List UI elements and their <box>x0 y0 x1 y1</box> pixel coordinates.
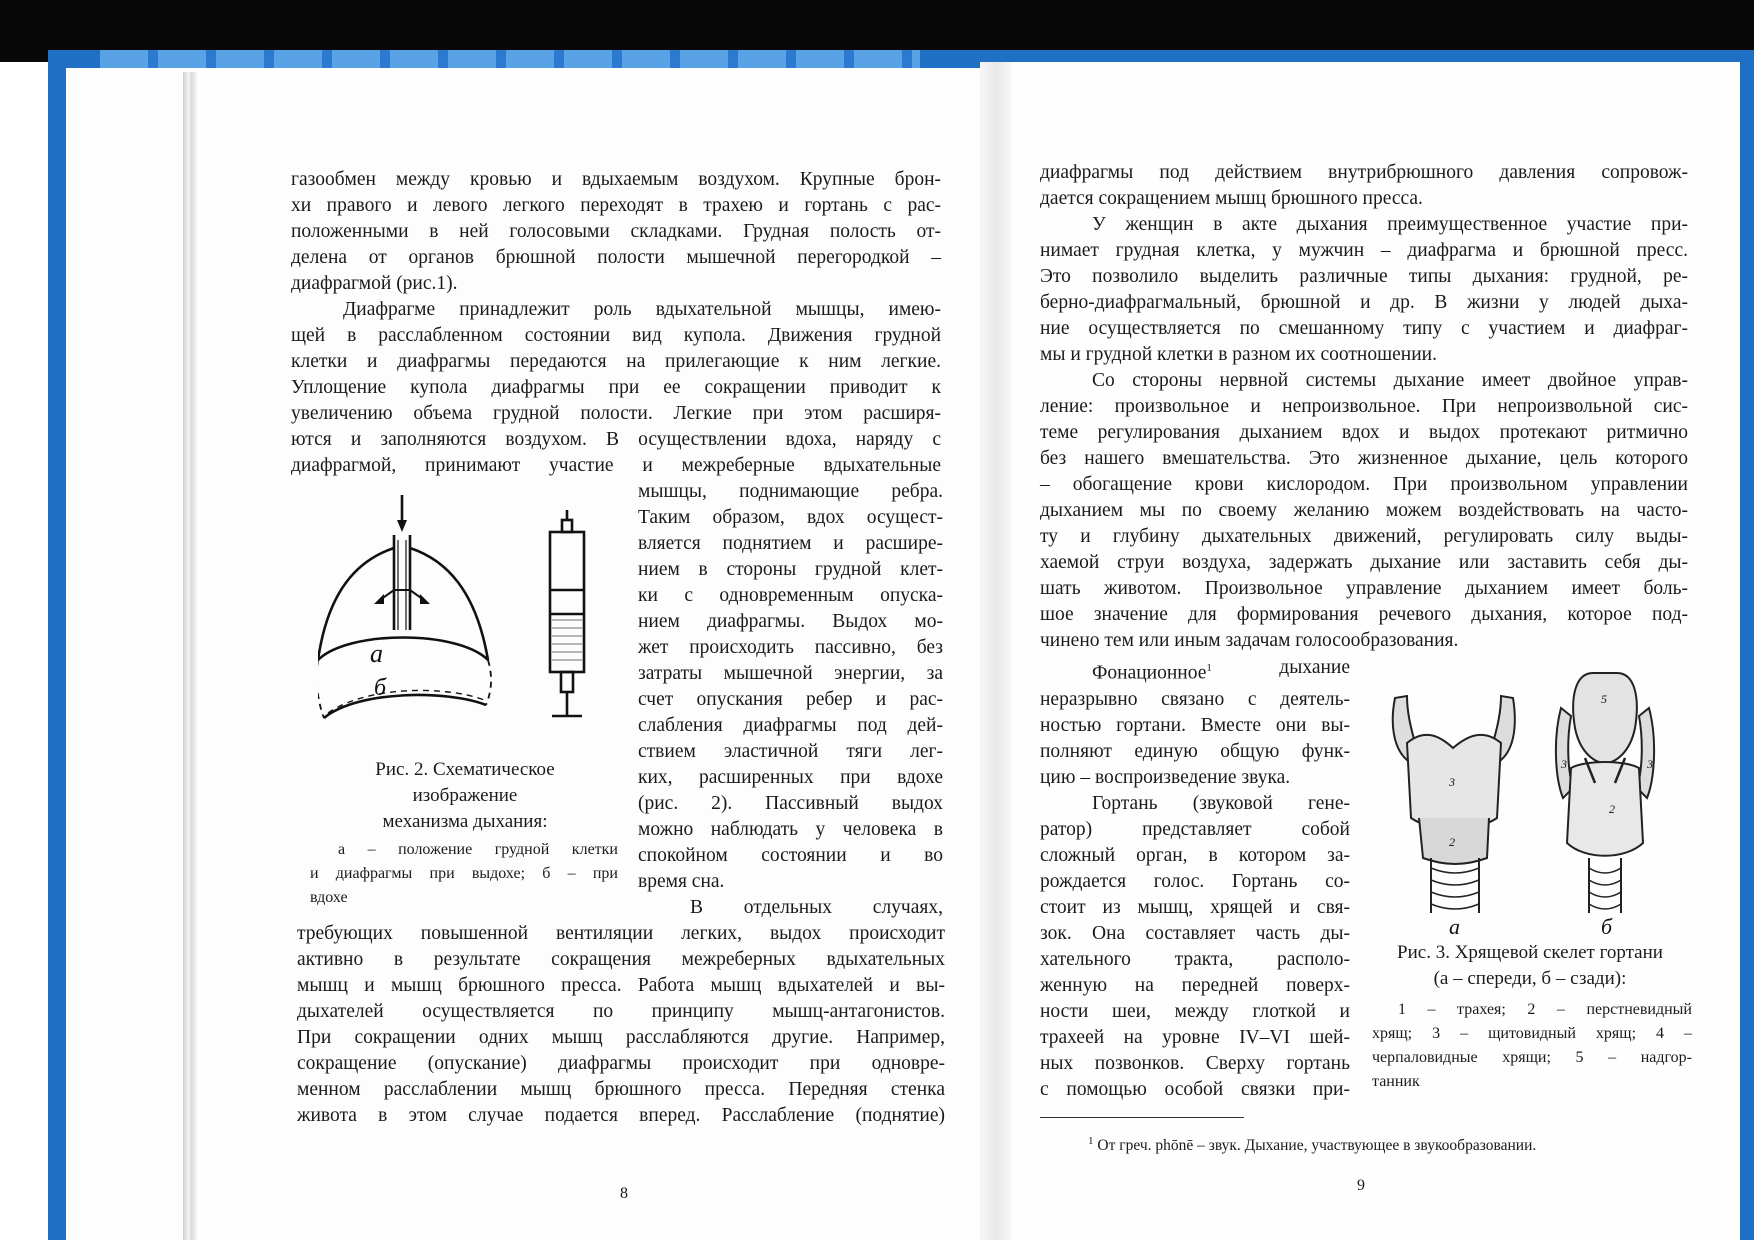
left-paragraph-1 <box>291 167 941 297</box>
text-line: активно в результате сокращения межреберных вдыхательных <box>297 949 945 970</box>
figure-3-larynx-diagram <box>1385 668 1685 938</box>
text-line: (рис. 2). Пассивный выдох <box>638 793 943 814</box>
text-line: шать животом. Произвольное управление дыханием имеет боль- <box>1040 578 1688 599</box>
text-line: нием в стороны грудной клет- <box>638 559 943 580</box>
text-line: хательного тракта, располо- <box>1040 948 1350 970</box>
text-line: можно наблюдать у человека в <box>638 819 943 840</box>
text-line: ных позвонков. Сверху гортань <box>1040 1052 1350 1074</box>
text-line: положенными в ней голосовыми складками. Грудная полость от- <box>291 221 941 242</box>
text-line: время сна. <box>638 871 725 892</box>
word-fonation: Фонационное$^1$ <box>1092 662 1212 684</box>
caption-line: а – положение грудной клетки <box>338 841 618 858</box>
text-line: с помощью особой связки при- <box>1040 1078 1350 1100</box>
figure-3-label-b: б <box>1601 914 1613 938</box>
caption-line: вдохе <box>310 889 348 906</box>
footnote-ref: 1 <box>1206 662 1212 674</box>
caption-line: механизма дыхания: <box>382 811 548 832</box>
text-line: Таким образом, вдох осущест- <box>638 507 943 528</box>
text-line: цию – воспроизведение звука. <box>1040 766 1291 788</box>
caption-line: танник <box>1372 1073 1420 1090</box>
text-line: ние осуществляется по смешанному типу с участием и диафраг- <box>1040 318 1688 339</box>
caption-line: (а – спереди, б – сзади): <box>1433 968 1627 989</box>
figure-2-breathing-diagram <box>318 490 618 735</box>
text-line: дыханием мы по своему желанию можем воздействовать на часто- <box>1040 500 1688 521</box>
text-line: – обогащение крови кислородом. При произвольном управлении <box>1040 474 1688 495</box>
text-line: требующих повышенной вентиляции легких, выдох происходит <box>297 923 945 944</box>
caption-line: 1 – трахея; 2 – перстневидный <box>1398 1001 1692 1018</box>
text-line: ются и заполняются воздухом. В осуществлении вдоха, наряду с <box>291 429 941 450</box>
text-line: сокращение (опускание) диафрагмы происходит при одновре- <box>297 1053 945 1074</box>
text-line: увеличению объема грудной полости. Легкие при этом расширя- <box>291 403 941 424</box>
svg-text:2: 2 <box>1609 802 1615 816</box>
text-line: мышц и мышц брюшного пресса. Работа мышц вдыхателей и вы- <box>297 975 945 996</box>
text-line: мышцы, поднимающие ребра. <box>638 481 943 502</box>
figure-3-legend <box>1372 998 1692 1094</box>
svg-text:3: 3 <box>1561 757 1567 771</box>
text-line <box>1040 655 1350 687</box>
figure-3-caption <box>1370 940 1690 992</box>
text-line: дается сокращением мышц брюшного пресса. <box>1040 188 1423 209</box>
text-line: жет происходить пассивно, без <box>638 637 943 658</box>
left-paragraph-2-column <box>638 479 943 921</box>
text-line: полняют единую общую функ- <box>1040 740 1350 762</box>
figure-2-legend <box>310 838 618 910</box>
svg-text:3: 3 <box>1449 775 1455 789</box>
text-line: спокойном состоянии и во <box>638 845 943 866</box>
left-paragraph-3 <box>297 921 945 1129</box>
text-line: газообмен между кровью и вдыхаемым воздухом. Крупные брон- <box>291 169 941 190</box>
text-line: счет опускания ребер и рас- <box>638 689 943 710</box>
text-line: У женщин в акте дыхания преимущественное участие при- <box>1092 214 1688 235</box>
caption-line: хрящ; 3 – щитовидный хрящ; 4 – <box>1372 1025 1692 1042</box>
right-page-number: 9 <box>1357 1177 1365 1194</box>
text-line: слабления диафрагмы под дей- <box>638 715 943 736</box>
text-line: нимает грудная клетка, у мужчин – диафрагма и брюшной пресс. <box>1040 240 1688 261</box>
figure-2-label-a: а <box>370 639 383 668</box>
figure-2-label-b: б <box>374 675 387 701</box>
book-gutter <box>980 62 1012 1240</box>
text-line: ких, расширенных при вдохе <box>638 767 943 788</box>
text-line: берно-диафрагмальный, брюшной и др. В жизни у людей дыха- <box>1040 292 1688 313</box>
text-line: ствием эластичной тяги лег- <box>638 741 943 762</box>
text-line: мы и грудной клетки в разном их соотношении. <box>1040 344 1437 365</box>
text-line: дыхателей осуществляется по принципу мышц-антагонистов. <box>297 1001 945 1022</box>
footnote-text: От греч. phōnē – звук. Дыхание, участвующее в звукообразовании. <box>1097 1137 1537 1155</box>
text-line: ки с одновременным опуска- <box>638 585 943 606</box>
text-line: стоит из мышц, хрящей и свя- <box>1040 896 1350 918</box>
page-stack-edge <box>183 72 197 1240</box>
footnote <box>1088 1130 1688 1157</box>
text-line: нием диафрагмы. Выдох мо- <box>638 611 943 632</box>
footnote-mark: 1 <box>1088 1135 1094 1147</box>
text-line: зок. Она составляет часть ды- <box>1040 922 1350 944</box>
text-line: женную на передней поверх- <box>1040 974 1350 996</box>
right-paragraphs <box>1040 160 1688 654</box>
text-line: Со стороны нервной системы дыхание имеет двойное управ- <box>1092 370 1688 391</box>
text-line: без нашего вмешательства. Это жизненное дыхание, цель которого <box>1040 448 1688 469</box>
text-line: теме регулирования дыханием вдох и выдох протекают ритмично <box>1040 422 1688 443</box>
text-line: При сокращении одних мышц расслабляются другие. Например, <box>297 1027 945 1048</box>
text-line: Это позволило выделить различные типы дыхания: грудной, ре- <box>1040 266 1688 287</box>
text-line: ту и глубину дыхательных движений, регулировать силу выды- <box>1040 526 1688 547</box>
footnote-separator <box>1040 1117 1244 1118</box>
text-line: хи правого и левого легкого переходят в трахею и гортань с рас- <box>291 195 941 216</box>
figure-2-caption <box>330 757 600 835</box>
caption-line: и диафрагмы при выдохе; б – при <box>310 865 618 882</box>
text-line: вляется поднятием и расшире- <box>638 533 943 554</box>
text-line: Уплощение купола диафрагмы при ее сокращении приводит к <box>291 377 941 398</box>
text-line: клетки и диафрагмы передаются на прилегающие к ним легкие. <box>291 351 941 372</box>
word-breathing: дыхание <box>1279 657 1350 678</box>
text-line: делена от органов брюшной полости мышечной перегородкой – <box>291 247 941 268</box>
text-line: сложный орган, в котором за- <box>1040 844 1350 866</box>
left-page-number: 8 <box>620 1185 628 1202</box>
text-line: ление: произвольное и непроизвольное. При непроизвольной сис- <box>1040 396 1688 417</box>
text-line: шое значение для формирования речевого дыхания, которое под- <box>1040 604 1688 625</box>
caption-line: изображение <box>412 785 518 806</box>
caption-line: черпаловидные хрящи; 5 – надгор- <box>1372 1049 1692 1066</box>
text-line: менном расслаблении мышц брюшного пресса. Передняя стенка <box>297 1079 945 1100</box>
caption-line: Рис. 3. Хрящевой скелет гортани <box>1397 942 1663 963</box>
text-line: ностью гортани. Вместе они вы- <box>1040 714 1350 736</box>
svg-text:3: 3 <box>1647 757 1653 771</box>
text-line: неразрывно связано с деятель- <box>1040 688 1350 710</box>
left-paragraph-2 <box>291 297 941 479</box>
text-line: щей в расслабленном состоянии вид купола. Движения грудной <box>291 325 941 346</box>
svg-text:5: 5 <box>1601 692 1607 706</box>
text-line: затраты мышечной энергии, за <box>638 663 943 684</box>
figure-3-label-a: а <box>1449 914 1460 938</box>
text-line: живота в этом случае подается вперед. Расслабление (поднятие) <box>297 1105 945 1126</box>
text-line: диафрагмой (рис.1). <box>291 273 458 294</box>
right-column-paragraph <box>1040 655 1350 1103</box>
text-line: Гортань (звуковой гене- <box>1092 792 1350 814</box>
text-line: диафрагмы под действием внутрибрюшного давления сопровож- <box>1040 162 1688 183</box>
text-line: ратор) представляет собой <box>1040 818 1350 840</box>
text-line: чинено тем или иным задачам голосообразования. <box>1040 630 1459 651</box>
text-line: В отдельных случаях, <box>690 897 943 918</box>
text-line: хаемой струи воздуха, задержать дыхание или заставить себя ды- <box>1040 552 1688 573</box>
svg-text:2: 2 <box>1449 835 1455 849</box>
text-line: рождается голос. Гортань со- <box>1040 870 1350 892</box>
text-line: Диафрагме принадлежит роль вдыхательной мышцы, имею- <box>343 299 941 320</box>
text-line: трахеей на уровне IV–VI шей- <box>1040 1026 1350 1048</box>
text-line: ности шеи, между глоткой и <box>1040 1000 1350 1022</box>
cover-edge-right <box>1740 62 1754 1240</box>
caption-line: Рис. 2. Схематическое <box>375 759 555 780</box>
text-line: диафрагмой, принимают участие и межреберные вдыхательные <box>291 455 941 476</box>
